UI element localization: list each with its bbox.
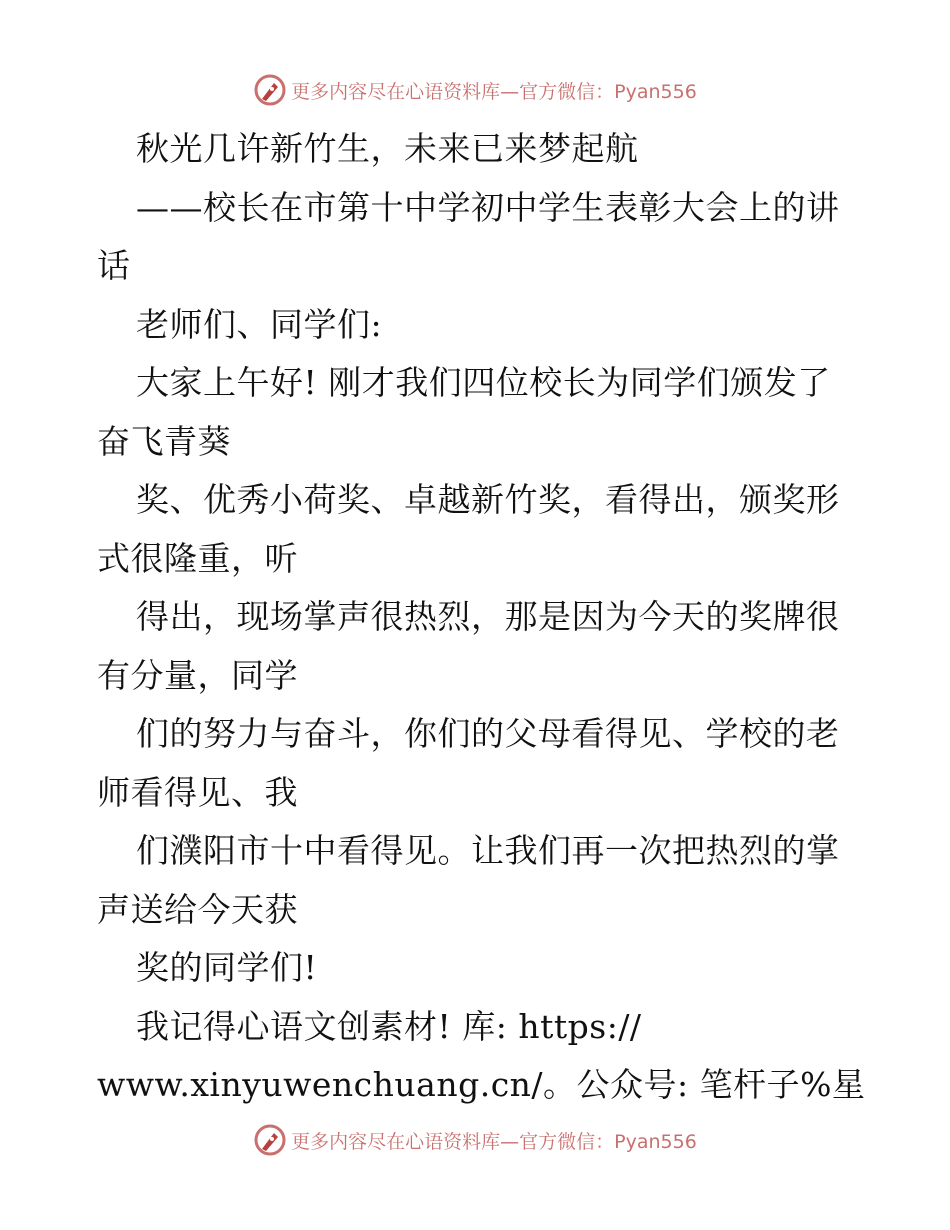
text-line: 我记得心语文创素材! 库: https:// bbox=[136, 1006, 642, 1046]
text-line: 声送给今天获 bbox=[97, 889, 298, 929]
text-line: 奖的同学们! bbox=[136, 948, 318, 987]
text-line: 大家上午好! 刚才我们四位校长为同学们颁发了 bbox=[136, 363, 831, 402]
text-line: 奖、优秀小荷奖、卓越新竹奖，看得出，颁奖形 bbox=[136, 480, 840, 519]
text-line: www.xinyuwenchuang.cn/。公众号: 笔杆子%星 bbox=[97, 1065, 866, 1104]
watermark-footer bbox=[0, 1120, 950, 1160]
watermark-text: 更多内容尽在心语资料库—官方微信：Pyan556 bbox=[291, 1130, 697, 1153]
document-body bbox=[97, 120, 867, 1115]
watermark-header bbox=[0, 70, 950, 110]
text-line: 老师们、同学们: bbox=[136, 304, 383, 344]
text-line: 话 bbox=[97, 246, 131, 285]
text-line: 式很隆重，听 bbox=[97, 538, 298, 578]
watermark-text: 更多内容尽在心语资料库—官方微信：Pyan556 bbox=[291, 80, 697, 103]
text-line: 师看得见、我 bbox=[97, 772, 298, 812]
text-line: 们的努力与奋斗，你们的父母看得见、学校的老 bbox=[136, 714, 840, 753]
text-line: 们濮阳市十中看得见。让我们再一次把热烈的掌 bbox=[136, 831, 840, 870]
text-line: 得出，现场掌声很热烈，那是因为今天的奖牌很 bbox=[136, 597, 840, 636]
text-line: ——校长在市第十中学初中学生表彰大会上的讲 bbox=[136, 187, 840, 227]
text-line: 秋光几许新竹生，未来已来梦起航 bbox=[136, 129, 639, 168]
pen-nib-circle-icon bbox=[253, 1123, 287, 1157]
pen-nib-circle-icon bbox=[253, 73, 287, 107]
text-line: 有分量，同学 bbox=[97, 655, 298, 695]
text-line: 奋飞青葵 bbox=[97, 421, 231, 461]
